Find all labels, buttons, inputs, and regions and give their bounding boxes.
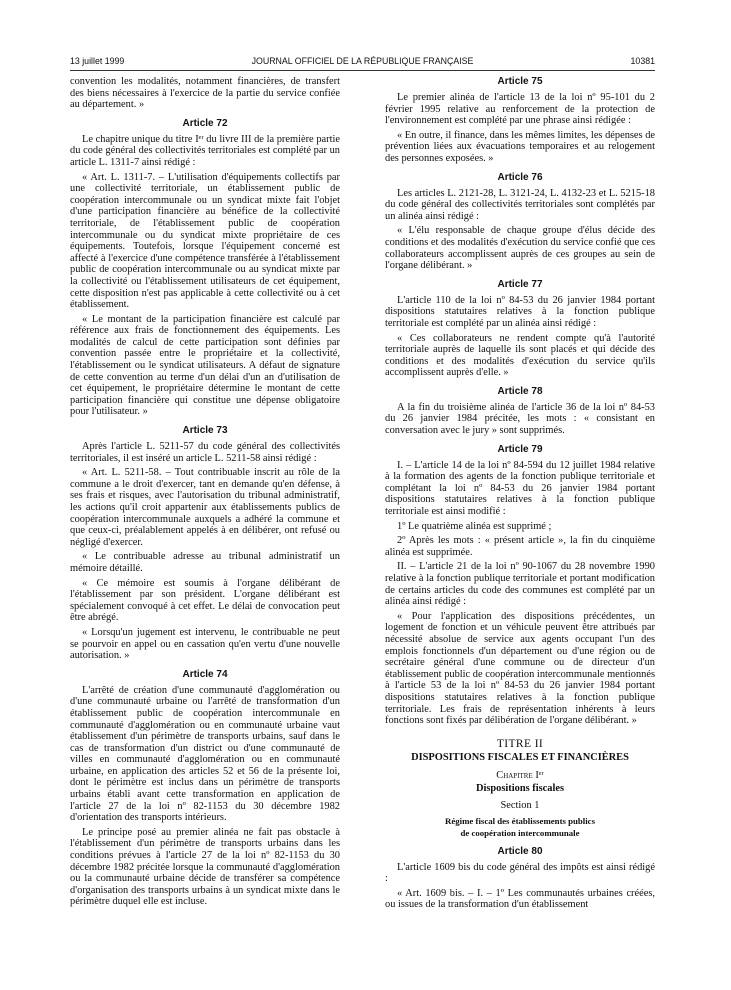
- paragraph: L'arrêté de création d'une communauté d'agglomération ou d'une communauté urbaine ou l'arrêté de transformation d'un établissement public de coopération intercommunale en communauté d'agglomération ou en communauté urbaine vaut établissement d'un périmètre de transports urbains, sauf dans le cas de transformation d'un district ou d'une communauté de villes en communauté d'agglomération ou en communauté urbaine, en application des articles 52 et 56 de la présente loi, dont le périmètre est inclus dans un périmètre de transports urbains établi avant cette transformation en application de l'article 27 de la loi nº 82-1153 du 30 décembre 1982 d'orientation des transports intérieurs.: [70, 684, 340, 824]
- article-78-title: Article 78: [497, 385, 543, 397]
- paragraph: « Ces collaborateurs ne rendent compte qu'à l'autorité territoriale auprès de laquelle ils sont placés et qui décide des conditions et des modalités d'exécution du service qu'ils accomplissent auprès d'elle. »: [385, 332, 655, 379]
- paragraph: convention les modalités, notamment financières, de transfert des biens nécessaires à l'exercice de la partie du service confiée au département. »: [70, 76, 340, 111]
- paragraph: I. – L'article 14 de la loi nº 84-594 du 12 juillet 1984 relative à la formation des agents de la fonction publique territoriale et complétant la loi nº 84-53 du 26 janvier 1984 portant dispositions statutaires relatives à la fonction publique territoriale est ainsi modifié :: [385, 459, 655, 518]
- article-73-title: Article 73: [182, 425, 228, 437]
- article-74-title: Article 74: [182, 668, 228, 680]
- section-subheading-line-2: de coopération intercommunale: [460, 828, 580, 839]
- paragraph: Les articles L. 2121-28, L. 3121-24, L. 4132-23 et L. 5215-18 du code général des collectivités territoriales sont complétés par un alinéa ainsi rédigé :: [385, 187, 655, 222]
- paragraph: A la fin du troisième alinéa de l'article 36 de la loi nº 84-53 du 26 janvier 1984 précitée, les mots : « consistant en conversation avec le jury » sont supprimés.: [385, 401, 655, 437]
- paragraph: 1º Le quatrième alinéa est supprimé ;: [397, 520, 552, 532]
- paragraph: « En outre, il finance, dans les mêmes limites, les dépenses de prévention liées aux évacuations temporaires et au relogement des personnes exposées. »: [385, 129, 655, 164]
- chapitre-subheading: Dispositions fiscales: [475, 782, 565, 794]
- section-heading: Section 1: [500, 800, 540, 812]
- paragraph: Après l'article L. 5211-57 du code général des collectivités territoriales, il est inséré un article L. 5211-58 ainsi rédigé :: [70, 441, 340, 464]
- header-journal-title: JOURNAL OFFICIEL DE LA RÉPUBLIQUE FRANÇAISE: [251, 56, 474, 66]
- article-77-title: Article 77: [497, 278, 543, 290]
- page-header: [70, 56, 655, 68]
- paragraph: II. – L'article 21 de la loi nº 90-1067 du 28 novembre 1990 relative à la fonction publique territoriale et portant modification de certains articles du code des communes est complété par un alinéa ainsi rédigé :: [385, 561, 655, 608]
- header-rule: [70, 70, 655, 71]
- titre-subheading: DISPOSITIONS FISCALES ET FINANCIÈRES: [411, 752, 629, 764]
- paragraph: « Le contribuable adresse au tribunal administratif un mémoire détaillé.: [70, 551, 340, 574]
- titre-heading: TITRE II: [496, 737, 544, 750]
- article-72-title: Article 72: [182, 117, 228, 129]
- paragraph: Le premier alinéa de l'article 13 de la loi nº 95-101 du 2 février 1995 relative au renforcement de la protection de l'environnement est complété par une phrase ainsi rédigée :: [385, 92, 655, 127]
- article-75-title: Article 75: [497, 76, 543, 87]
- article-79-title: Article 79: [497, 443, 543, 455]
- right-column: [385, 76, 655, 914]
- header-page-number: 10381: [630, 56, 655, 66]
- paragraph: Le principe posé au premier alinéa ne fait pas obstacle à l'établissement d'un périmètre de transports urbains dans les conditions prévues à l'article 27 de la loi nº 82-1153 du 30 décembre 1982 précitée lorsque la communauté d'agglomération ou la communauté urbaine décide de transférer sa compétence d'organisation des transports urbains à un syndicat mixte dans le périmètre duquel elle est incluse.: [70, 826, 340, 908]
- article-80-title: Article 80: [497, 845, 543, 857]
- paragraph: 2º Après les mots : « présent article », la fin du cinquième alinéa est supprimée.: [385, 535, 655, 558]
- paragraph: L'article 1609 bis du code général des impôts est ainsi rédigé :: [385, 861, 655, 885]
- paragraph: « L'élu responsable de chaque groupe d'élus décide des conditions et des modalités d'exécution du service confié que ces collaborateurs accomplissent auprès de ces groupes au sein de l'organe délibérant. »: [385, 225, 655, 272]
- section-subheading-line-1: Régime fiscal des établissements publics: [444, 815, 596, 826]
- paragraph: Le chapitre unique du titre Iᵉʳ du livre III de la première partie du code général des collectivités territoriales est complété par un article L. 1311-7 ainsi rédigé :: [70, 133, 340, 168]
- paragraph: « Art. L. 5211-58. – Tout contribuable inscrit au rôle de la commune a le droit d'exercer, tant en demande qu'en défense, à ses frais et risques, avec l'autorisation du tribunal administratif, les actions qu'il croit appartenir aux établissements publics de coopération intercommunale auxquels a adhéré la commune et que ceux-ci, préalablement appelés à en délibérer, ont refusé ou négligé d'exercer.: [70, 467, 340, 548]
- chapitre-heading: Chapitre Iᵉʳ: [496, 769, 544, 781]
- paragraph: « Art. L. 1311-7. – L'utilisation d'équipements collectifs par une collectivité territoriale, un établissement public de coopération intercommunale ou un syndicat mixte fait l'objet d'une participation financière au bénéfice de la collectivité territoriale, de l'établissement public de coopération intercommunale ou du syndicat mixte propriétaire de ces équipements. Toutefois, lorsque l'équipement concerné est affecté à l'exercice d'une compétence transférée à l'établissement public de coopération intercommunale ou au syndicat mixte par la collectivité ou l'établissement utilisateurs de cet équipement, cette disposition n'est pas applicable à cette collectivité ou à cet établissement.: [70, 171, 340, 311]
- paragraph: « Le montant de la participation financière est calculé par référence aux frais de fonctionnement des équipements. Les modalités de calcul de cette participation sont définies par convention passée entre le propriétaire et la collectivité, l'établissement ou le syndicat utilisateurs. A défaut de signature de cette convention au terme d'un délai d'un an d'utilisation de cet équipement, le propriétaire détermine le montant de cette participation financière qui constitue une dépense obligatoire pour l'utilisateur. »: [70, 313, 340, 418]
- paragraph: « Art. 1609 bis. – I. – 1º Les communautés urbaines créées, ou issues de la transformation d'un établissement: [385, 887, 655, 911]
- header-date: 13 juillet 1999: [70, 56, 125, 66]
- left-column: [70, 76, 340, 911]
- article-76-title: Article 76: [497, 171, 543, 183]
- paragraph: « Lorsqu'un jugement est intervenu, le contribuable ne peut se pourvoir en appel ou en cassation qu'en vertu d'une nouvelle autorisation. »: [70, 626, 340, 662]
- paragraph: « Ce mémoire est soumis à l'organe délibérant de l'établissement par son président. L'organe délibérant est spécialement convoqué à cet effet. Le délai de convocation peut être abrégé.: [70, 577, 340, 624]
- paragraph: L'article 110 de la loi nº 84-53 du 26 janvier 1984 portant dispositions statutaires relatives à la fonction publique territoriale est complété par un alinéa ainsi rédigé :: [385, 294, 655, 329]
- paragraph: « Pour l'application des dispositions précédentes, un logement de fonction et un véhicule peuvent être attribués par nécessité absolue de service aux agents occupant l'un des emplois fonctionnels d'un département ou d'une région ou de secrétaire général d'une commune ou de directeur d'un établissement public de coopération intercommunale mentionnés à l'article 53 de la loi nº 84-53 du 26 janvier 1984 portant dispositions statutaires relatives à la fonction publique territoriale. Les frais de représentation inhérents à leurs fonctions sont fixés par délibération de l'organe délibérant. »: [385, 610, 655, 727]
